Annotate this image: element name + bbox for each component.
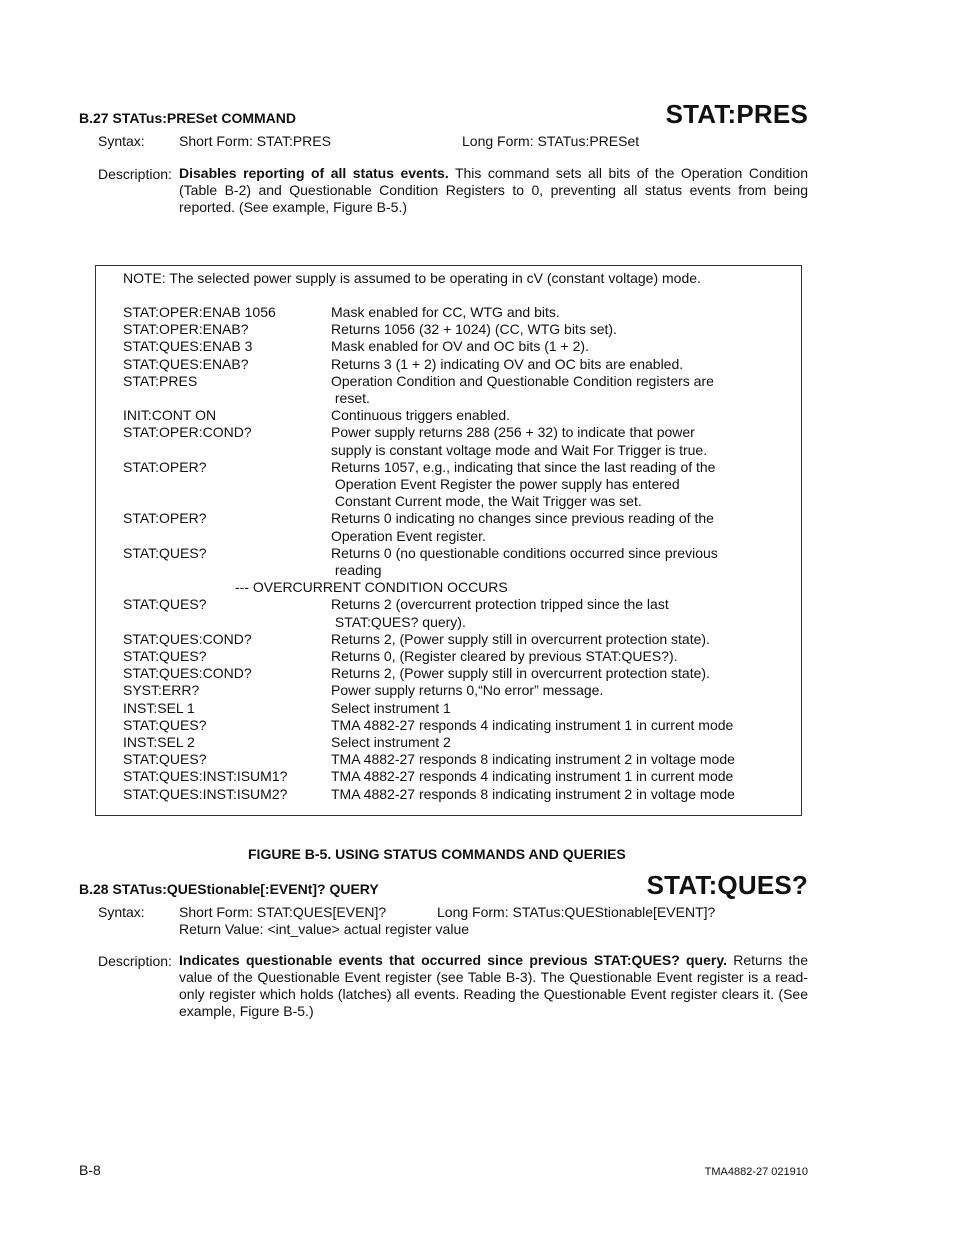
long-form-2: Long Form: STATus:QUEStionable[EVENT]? xyxy=(437,904,716,920)
command-text: STAT:QUES? xyxy=(123,716,207,733)
command-text: STAT:QUES? xyxy=(123,751,207,768)
command-text: STAT:PRES xyxy=(123,372,198,389)
stat-pres-title: STAT:PRES xyxy=(665,99,808,129)
description-text-2 xyxy=(179,952,808,1020)
result-text: Operation Event Register the power supply has entered xyxy=(331,476,680,492)
syntax-label: Syntax: xyxy=(98,133,145,149)
command-text: STAT:OPER? xyxy=(123,458,207,475)
result-text: Returns 2, (Power supply still in overcurrent protection state). xyxy=(331,630,710,647)
result-text: reading xyxy=(331,562,382,578)
description-label-2: Description: xyxy=(98,953,172,969)
result-text: Mask enabled for CC, WTG and bits. xyxy=(331,304,560,320)
description-bold: Disables reporting of all status events. xyxy=(179,165,449,181)
command-text: INST:SEL 2 xyxy=(123,734,195,750)
example-note-box xyxy=(95,265,802,816)
result-text: TMA 4882-27 responds 4 indicating instrument 1 in current mode xyxy=(331,716,734,733)
syntax-label-2: Syntax: xyxy=(98,904,145,920)
result-text: Select instrument 2 xyxy=(331,734,451,750)
doc-id: TMA4882-27 021910 xyxy=(704,1166,808,1178)
section-b27-heading: B.27 STATus:PRESet COMMAND xyxy=(79,110,297,126)
result-text: TMA 4882-27 responds 8 indicating instrument 2 in voltage mode xyxy=(331,751,735,768)
result-text: Power supply returns 288 (256 + 32) to indicate that power xyxy=(331,424,695,441)
result-text: Returns 1057, e.g., indicating that since the last reading of the xyxy=(331,458,716,475)
result-text: Power supply returns 0,“No error” message. xyxy=(331,682,604,699)
result-text: TMA 4882-27 responds 8 indicating instrument 2 in voltage mode xyxy=(331,785,735,802)
figure-caption: FIGURE B-5. USING STATUS COMMANDS AND QUERIES xyxy=(248,846,626,862)
command-text: STAT:QUES:INST:ISUM1? xyxy=(123,768,288,785)
description-label: Description: xyxy=(98,166,172,182)
command-text: STAT:QUES? xyxy=(123,648,207,664)
command-text: STAT:QUES:COND? xyxy=(123,665,252,682)
section-b28-heading: B.28 STATus:QUEStionable[:EVENt]? QUERY xyxy=(79,881,379,897)
command-text: STAT:QUES:INST:ISUM2? xyxy=(123,785,288,802)
command-text: STAT:QUES:ENAB 3 xyxy=(123,338,253,355)
result-text: Continuous triggers enabled. xyxy=(331,407,511,424)
short-form-2: Short Form: STAT:QUES[EVEN]? xyxy=(179,904,387,920)
result-text: Operation Event register. xyxy=(331,527,486,544)
result-text: Returns 0 indicating no changes since previous reading of the xyxy=(331,510,714,527)
result-text: Returns 2, (Power supply still in overcurrent protection state). xyxy=(331,665,710,682)
result-text: STAT:QUES? query). xyxy=(331,613,466,630)
command-text: STAT:OPER:ENAB? xyxy=(123,321,249,338)
command-text: STAT:OPER:COND? xyxy=(123,424,252,441)
result-text: Returns 0, (Register cleared by previous STAT:QUES?). xyxy=(331,648,678,664)
long-form: Long Form: STATus:PRESet xyxy=(462,133,640,149)
result-text: Constant Current mode, the Wait Trigger was set. xyxy=(331,493,642,510)
result-text: Returns 3 (1 + 2) indicating OV and OC bits are enabled. xyxy=(331,355,684,372)
command-text: STAT:QUES? xyxy=(123,544,207,561)
result-text: Returns 2 (overcurrent protection tripped since the last xyxy=(331,596,669,613)
result-text: Select instrument 1 xyxy=(331,699,451,716)
stat-ques-title: STAT:QUES? xyxy=(646,870,808,900)
command-text: STAT:OPER:ENAB 1056 xyxy=(123,304,276,320)
command-text: STAT:OPER? xyxy=(123,510,207,527)
note-header: NOTE: The selected power supply is assumed to be operating in cV (constant voltage) mode. xyxy=(123,270,701,286)
command-text: STAT:QUES? xyxy=(123,596,207,613)
description-rest-2: Returns the value of the Questionable Event register (see Table B-3). The Questionable Event register is a read-only register which holds (latches) all events. Reading the Questionable Event register clears it. (See example, Figure B-5.) xyxy=(179,952,808,1019)
return-value: Return Value: <int_value> actual register value xyxy=(179,921,470,937)
command-text: INIT:CONT ON xyxy=(123,407,217,424)
description-rest: This command sets all bits of the Operation Condition (Table B-2) and Questionable Condition Registers to 0, preventing all status events from being reported. (See example, Figure B-5.) xyxy=(179,165,808,215)
page-number: B-8 xyxy=(79,1162,101,1178)
result-text: Returns 0 (no questionable conditions occurred since previous xyxy=(331,544,718,561)
result-text: supply is constant voltage mode and Wait For Trigger is true. xyxy=(331,441,708,458)
result-text: Returns 1056 (32 + 1024) (CC, WTG bits set). xyxy=(331,321,617,338)
command-text: SYST:ERR? xyxy=(123,682,200,699)
command-text: STAT:QUES:COND? xyxy=(123,630,252,647)
result-text: TMA 4882-27 responds 4 indicating instrument 1 in current mode xyxy=(331,768,734,785)
event-line: --- OVERCURRENT CONDITION OCCURS xyxy=(235,579,508,596)
result-text: Mask enabled for OV and OC bits (1 + 2). xyxy=(331,338,589,355)
description-text xyxy=(179,165,808,216)
short-form: Short Form: STAT:PRES xyxy=(179,133,331,149)
result-text: reset. xyxy=(331,390,370,406)
command-text: STAT:QUES:ENAB? xyxy=(123,355,249,372)
result-text: Operation Condition and Questionable Condition registers are xyxy=(331,372,714,389)
command-text: INST:SEL 1 xyxy=(123,699,195,716)
description-bold-2: Indicates questionable events that occurred since previous STAT:QUES? query. xyxy=(179,952,727,968)
